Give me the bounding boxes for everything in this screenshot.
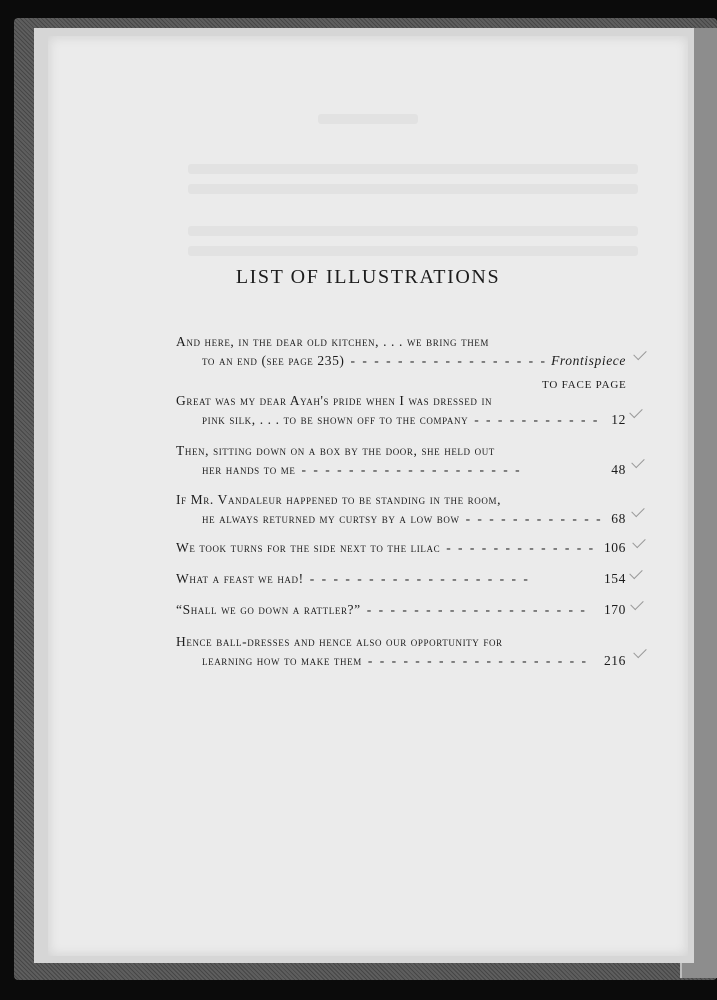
illustration-entry (176, 569, 626, 588)
entry-line: If Mr. Vandaleur happened to be standing in the room, (176, 492, 502, 507)
page-number: 68 (611, 511, 626, 526)
illustration-entry (176, 600, 626, 619)
illustration-entry (176, 632, 626, 670)
show-through (188, 246, 638, 256)
to-face-page-heading: TO FACE PAGE (542, 379, 627, 391)
dot-leader (466, 509, 606, 528)
show-through (188, 226, 638, 236)
page-number: 12 (611, 412, 626, 427)
page-number: 48 (611, 462, 626, 477)
page-number: Frontispiece (551, 353, 626, 368)
pencil-check-mark (631, 455, 644, 468)
entry-line: Then, sitting down on a box by the door, she held out (176, 443, 495, 458)
dot-leader (367, 600, 598, 619)
entry-line: learning how to make them - - 216 (176, 651, 626, 670)
entry-line: And here, in the dear old kitchen, . . . we bring them (176, 334, 489, 349)
pencil-check-mark (630, 597, 643, 610)
entry-line: he always returned my curtsy by a low bow - - 68 (176, 509, 626, 528)
illustration-entry (176, 332, 626, 370)
pencil-check-mark (633, 347, 646, 360)
entry-line: Great was my dear Ayah's pride when I was dressed in (176, 393, 493, 408)
page-title: LIST OF ILLUSTRATIONS (235, 266, 501, 288)
dot-leader (310, 569, 598, 588)
pencil-check-mark (631, 504, 644, 517)
page-number: 216 (603, 653, 626, 668)
dot-leader (301, 460, 605, 479)
show-through (188, 164, 638, 174)
dot-leader (368, 651, 598, 670)
entry-line: to an end (see page 235) - - Frontispiece (176, 351, 626, 370)
dot-leader (474, 410, 605, 429)
illustration-entry (176, 538, 626, 557)
page-number: 106 (603, 540, 626, 555)
book-page (48, 36, 688, 956)
pencil-check-mark (633, 645, 646, 658)
page-number: 154 (603, 571, 626, 586)
entry-line: “Shall we go down a rattler?” - - 170 (176, 600, 626, 619)
page-number: 170 (603, 602, 626, 617)
pencil-check-mark (629, 566, 642, 579)
illustration-entry (176, 490, 626, 528)
illustration-entry (176, 441, 626, 479)
dot-leader (351, 351, 546, 370)
entry-line: We took turns for the side next to the lilac - - 106 (176, 538, 626, 557)
entry-line: pink silk, . . . to be shown off to the company - - 12 (176, 410, 626, 429)
show-through (318, 114, 418, 124)
pencil-check-mark (632, 535, 645, 548)
pencil-check-mark (629, 405, 642, 418)
show-through (188, 184, 638, 194)
entry-line: What a feast we had! - - 154 (176, 569, 626, 588)
illustration-entry (176, 391, 626, 429)
dot-leader (446, 538, 598, 557)
entry-line: her hands to me - - 48 (176, 460, 626, 479)
entry-line: Hence ball-dresses and hence also our opportunity for (176, 634, 503, 649)
